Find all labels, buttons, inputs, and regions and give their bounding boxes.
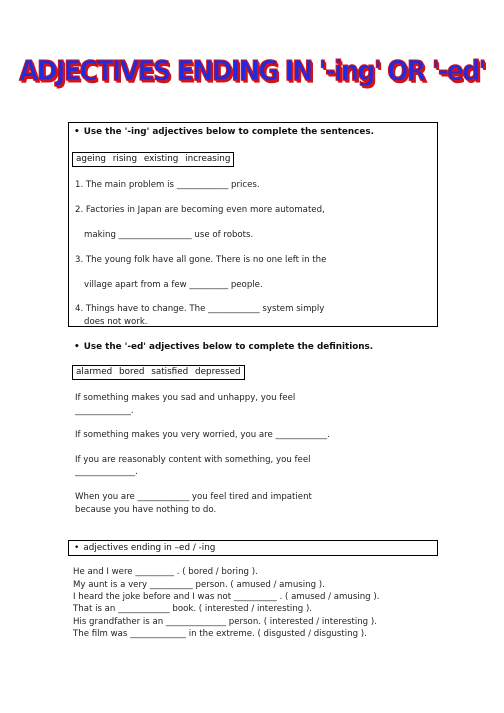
definition-line: If something makes you sad and unhappy, you feel <box>75 393 296 403</box>
section-ing-instruction <box>74 127 374 137</box>
definition-line: _____________. <box>75 406 134 416</box>
sentence-line: 3. The young folk have all gone. There is no one left in the <box>75 255 327 265</box>
exercise-line: My aunt is a very __________ person. ( amused / amusing ). <box>73 580 325 590</box>
definition-line: If you are reasonably content with something, you feel <box>75 455 311 465</box>
exercise-line: The film was _____________ in the extreme. ( disgusted / disgusting ). <box>73 629 367 639</box>
exercise-line: His grandfather is an ______________ person. ( interested / interesting ). <box>73 617 377 627</box>
ed-word-box: alarmed bored satisfied depressed <box>72 365 245 380</box>
instruction-text: Use the '-ing' adjectives below to complete the sentences. <box>83 127 374 137</box>
sentence-line: does not work. <box>84 317 148 327</box>
section-ed-ing-heading <box>74 543 215 553</box>
sentence-line: 1. The main problem is ____________ prices. <box>75 180 260 190</box>
sentence-line: 2. Factories in Japan are becoming even more automated, <box>75 205 325 215</box>
section-ed-instruction <box>74 342 373 352</box>
exercise-line: That is an ____________ book. ( interested / interesting ). <box>73 604 313 614</box>
exercise-line: He and I were _________ . ( bored / boring ). <box>73 567 258 577</box>
definition-line: If something makes you very worried, you are ____________. <box>75 430 330 440</box>
sentence-line: 4. Things have to change. The ____________ system simply <box>75 304 325 314</box>
sentence-line: making _________________ use of robots. <box>84 230 254 240</box>
instruction-text: Use the '-ed' adjectives below to complete the definitions. <box>83 342 374 352</box>
page-title: ADJECTIVES ENDING IN '-ing' OR '-ed' <box>19 54 485 87</box>
definition-line: ______________. <box>75 467 138 477</box>
bullet-icon: • <box>74 543 80 553</box>
bullet-icon: • <box>74 342 80 352</box>
bullet-icon: • <box>74 127 80 137</box>
heading-text: adjectives ending in –ed / -ing <box>83 543 216 553</box>
exercise-line: I heard the joke before and I was not __________ . ( amused / amusing ). <box>73 592 380 602</box>
sentence-line: village apart from a few _________ people. <box>84 280 263 290</box>
definition-line: When you are ____________ you feel tired and impatient <box>75 492 312 502</box>
definition-line: because you have nothing to do. <box>75 505 217 515</box>
ing-word-box: ageing rising existing increasing <box>72 152 234 167</box>
